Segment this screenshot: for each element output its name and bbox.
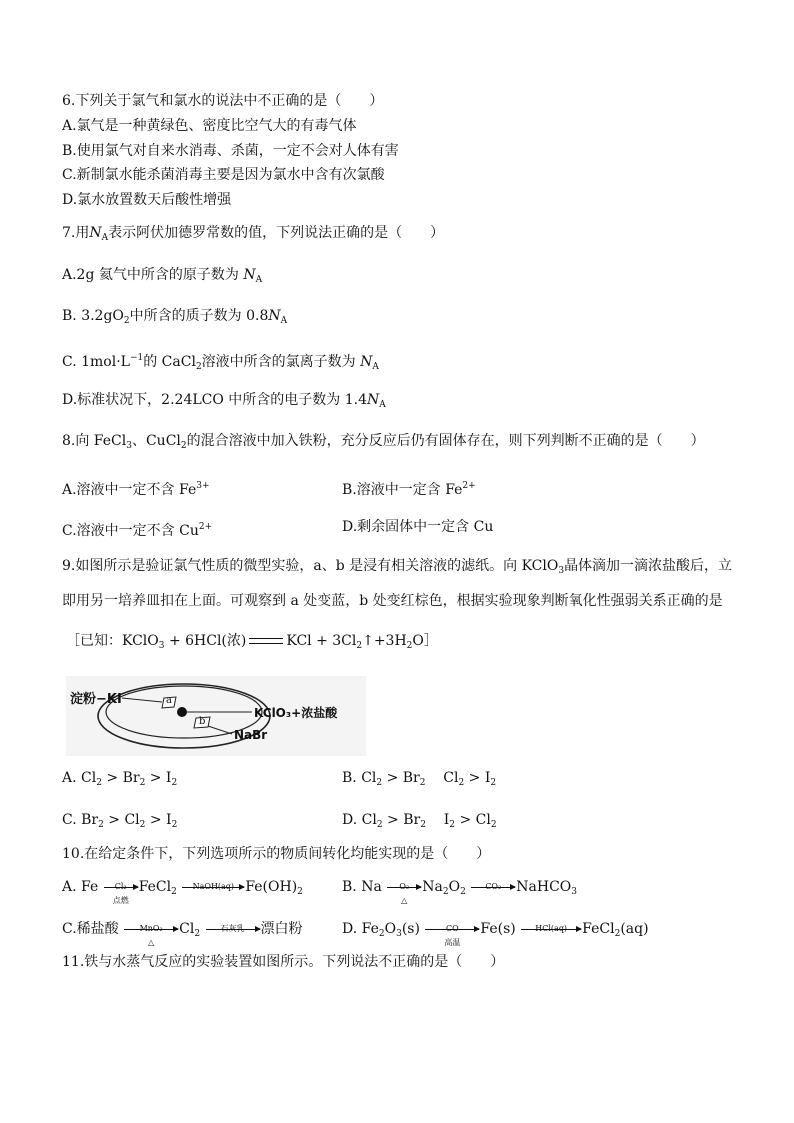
- q11-stem: 11.铁与水蒸气反应的实验装置如图所示。下列说法不正确的是（ ）: [62, 954, 505, 970]
- q8-stem: 8.向 FeCl$_3$、CuCl$_2$的混合溶液中加入铁粉，充分反应后仍有固体存在，则下列判断不正确的是（ ）: [62, 433, 705, 451]
- figure-label-kclo3-hcl: KClO₃+浓盐酸: [254, 706, 338, 720]
- q7-option-a: A.2g 氦气中所含的原子数为 $N_A$: [62, 267, 263, 285]
- q9-option-d: D. $Cl_2 > Br_2$ $I_2 > Cl_2$: [342, 812, 497, 830]
- figure-label-b: b: [199, 716, 206, 727]
- arrow-icon: [521, 929, 581, 930]
- arrow-icon: [471, 887, 515, 888]
- arrow-icon: 点燃: [104, 887, 138, 888]
- q6-option-d: D.氯水放置数天后酸性增强: [62, 192, 232, 208]
- q8-option-d: D.剩余固体中一定含 Cu: [342, 519, 494, 535]
- q9-known-reaction: ［已知：KClO$_3$ + 6HCl(浓) KCl + $3Cl_2↑+3H_2O]$: [66, 633, 438, 651]
- q7-option-b: B. $3.2gO_2$中所含的质子数为 $0.8N_A$: [62, 308, 288, 326]
- q6-option-b: B.使用氯气对自来水消毒、杀菌，一定不会对人体有害: [62, 143, 399, 159]
- q9-stem-line1: 9.如图所示是验证氯气性质的微型实验，a、b 是浸有相关溶液的滤纸。向 KClO$_3$晶体滴加一滴浓盐酸后，立: [62, 558, 733, 576]
- q10-option-b: B. Na △ $Na_2O_2$ NaHCO$_3$: [342, 879, 577, 905]
- q7-stem: 7.用$N_A$表示阿伏加德罗常数的值，下列说法正确的是（ ）: [62, 225, 445, 243]
- arrow-icon: △: [387, 887, 421, 888]
- q6-option-c: C.新制氯水能杀菌消毒主要是因为氯水中含有次氯酸: [62, 167, 385, 183]
- q9-stem-line2: 即用另一培养皿扣在上面。可观察到 a 处变蓝，b 处变红棕色，根据实验现象判断氧化性强弱关系正确的是: [62, 593, 723, 609]
- q7-option-c: C. $1mol\cdot L^{-1}$的 CaCl$_2$溶液中所含的氯离子数为 $N_A$: [62, 353, 379, 372]
- figure-label-nabr: NaBr: [234, 728, 268, 742]
- q9-petri-dish-figure: [66, 676, 366, 756]
- q7-option-d: D.标准状况下，2.24LCO 中所含的电子数为 $1.4N_A$: [62, 392, 386, 410]
- q10-option-a: A. Fe 点燃 FeCl$_2$ $Fe(OH)_2$: [62, 879, 303, 905]
- q9-option-b: B. $Cl_2 > Br_2$ $Cl_2 > I_2$: [342, 770, 497, 788]
- arrow-icon: △: [124, 929, 178, 930]
- q9-option-a: A. $Cl_2 > Br_2 > I_2$: [62, 770, 178, 788]
- q8-option-a: A.溶液中一定不含 $Fe^{3+}$: [62, 481, 210, 498]
- q8-option-b: B.溶液中一定含 $Fe^{2+}$: [342, 481, 476, 498]
- q6-stem: 6.下列关于氯气和氯水的说法中不正确的是（ ）: [62, 93, 384, 109]
- equals-sign-icon: [249, 638, 283, 644]
- q10-option-c: C.稀盐酸 △ $Cl_2$ 漂白粉: [62, 921, 303, 947]
- arrow-icon: [182, 887, 244, 888]
- q6-option-a: A.氯气是一种黄绿色、密度比空气大的有毒气体: [62, 118, 357, 134]
- q10-option-d: D. $Fe_2O_3(s)$ 高温 Fe(s) FeCl$_2$(aq): [342, 921, 649, 947]
- q9-option-c: C. $Br_2 > Cl_2 > I_2$: [62, 812, 178, 830]
- figure-label-a: a: [166, 695, 172, 706]
- figure-label-starch-ki: 淀粉−KI: [70, 692, 122, 707]
- q10-stem: 10.在给定条件下，下列选项所示的物质间转化均能实现的是（ ）: [62, 846, 491, 862]
- arrow-icon: [206, 929, 260, 930]
- arrow-icon: 高温: [425, 929, 479, 930]
- q8-option-c: C.溶液中一定不含 $Cu^{2+}$: [62, 522, 213, 539]
